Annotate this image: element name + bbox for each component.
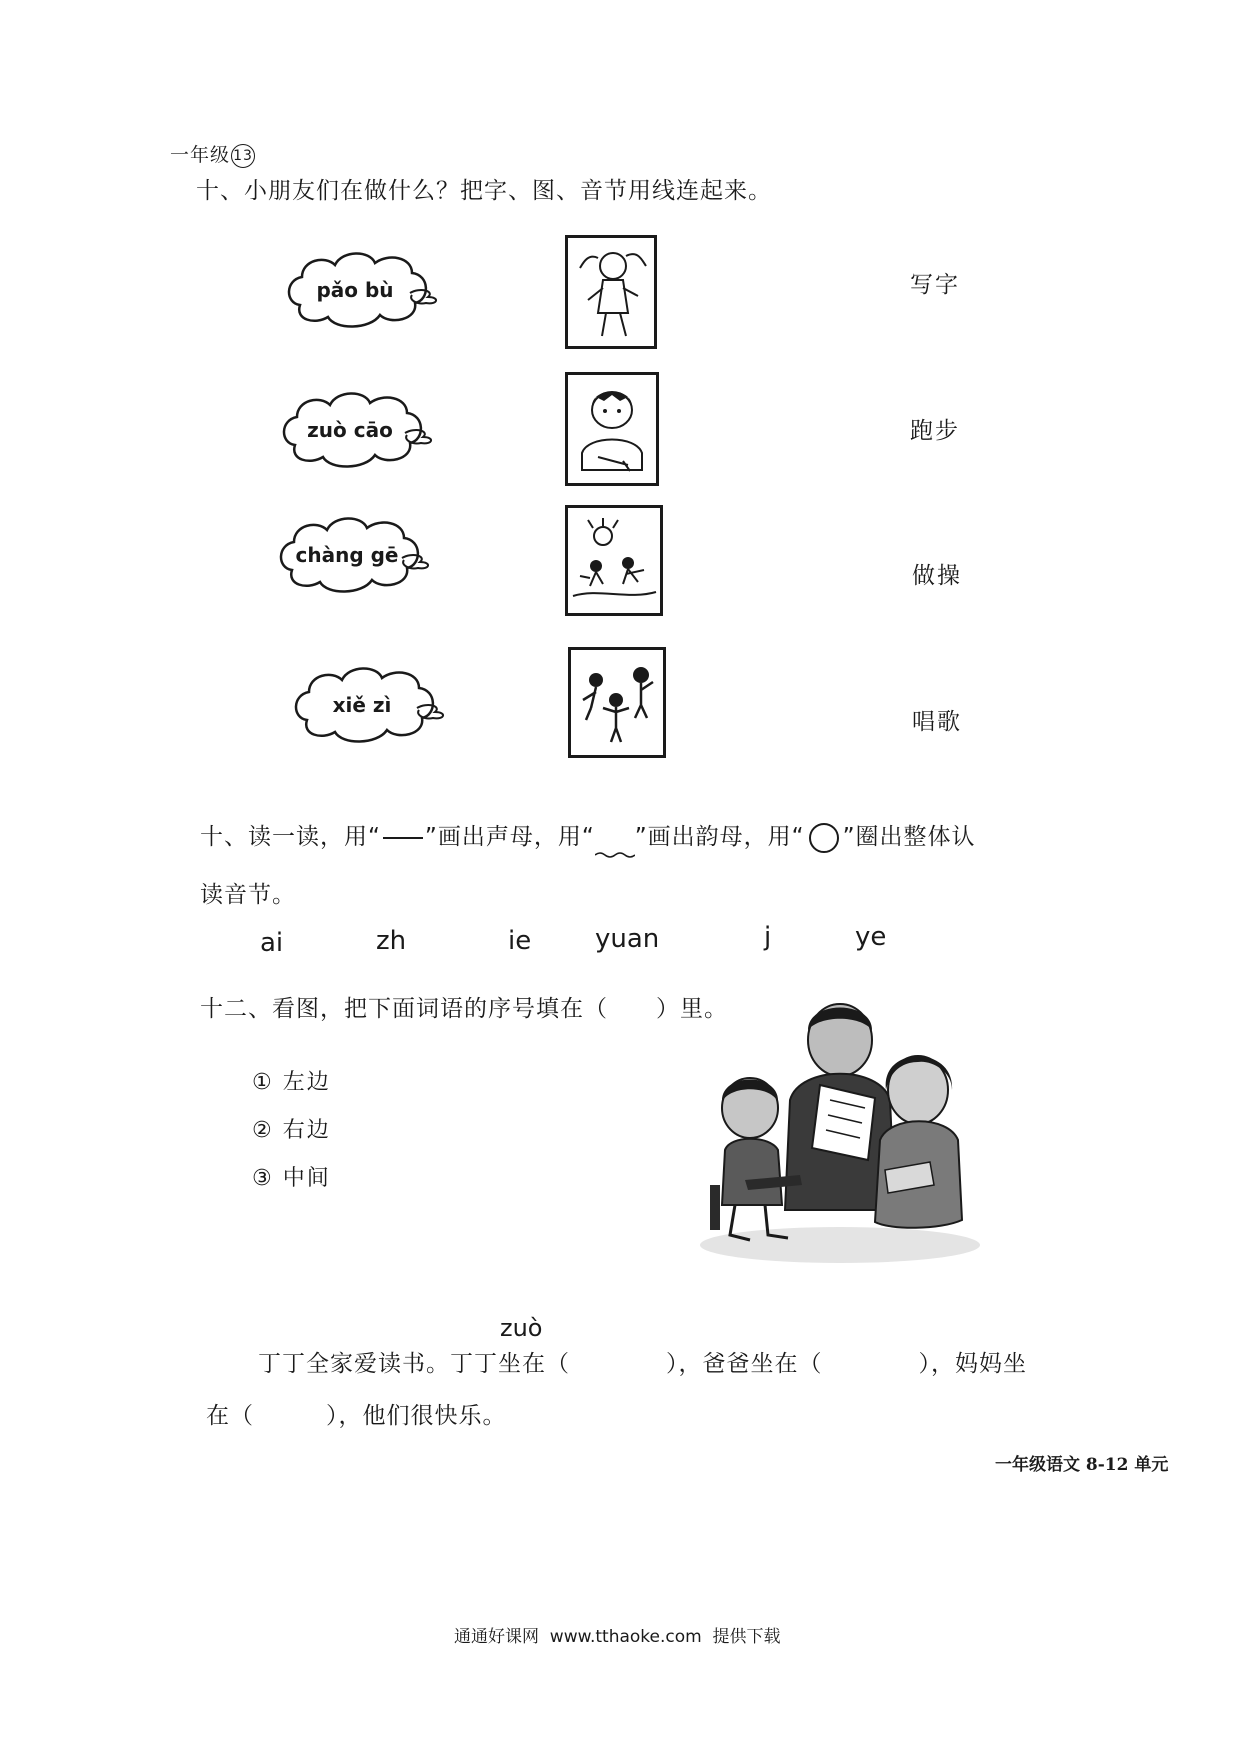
girl-running-picture	[565, 235, 657, 349]
page-header	[170, 140, 255, 168]
grade-tag: 一年级	[170, 144, 231, 166]
word-xie-zi: 写字	[910, 272, 960, 298]
syllable-item: ye	[855, 922, 887, 952]
children-exercising-picture	[565, 505, 663, 616]
download-credit: 通通好课网 www.tthaoke.com 提供下载	[454, 1627, 781, 1647]
wavy-underline-symbol	[595, 839, 635, 853]
option-left-side: ① 左边	[252, 1070, 331, 1095]
option-right-side: ② 右边	[252, 1118, 331, 1143]
question-10-phonetics-title: 十、读一读，用“ ”画出声母，用“ ”画出韵母，用“ ”圈出整体认	[200, 818, 976, 853]
word-pao-bu: 跑步	[910, 418, 960, 444]
option-middle: ③ 中间	[252, 1166, 331, 1191]
pinyin-cloud-zuo-cao	[275, 385, 450, 475]
question-12-title: 十二、看图，把下面词语的序号填在（ ）里。	[200, 996, 728, 1022]
children-singing-picture	[568, 647, 666, 758]
cloud-label: chàng gē	[295, 543, 399, 567]
syllable-item: zh	[376, 926, 407, 956]
pinyin-cloud-chang-ge	[272, 510, 447, 600]
cloud-label: pǎo bù	[316, 278, 394, 302]
page-number-badge: 13	[231, 144, 255, 168]
syllable-item: ie	[508, 926, 532, 956]
cloud-label: zuò cāo	[307, 418, 393, 442]
syllable-item: ai	[260, 928, 284, 958]
word-zuo-cao: 做操	[912, 563, 962, 589]
unit-label: 一年级语文 8-12 单元	[995, 1455, 1169, 1475]
cloud-label: xiě zì	[332, 693, 392, 717]
sentence-line-2: 在（ ），他们很快乐。	[206, 1403, 507, 1429]
question-10-matching-title: 十、小朋友们在做什么？把字、图、音节用线连起来。	[196, 178, 772, 204]
word-chang-ge: 唱歌	[912, 709, 962, 735]
pinyin-cloud-xie-zi	[287, 660, 462, 750]
circle-symbol	[809, 823, 839, 853]
question-10-phonetics-title-line2: 读音节。	[200, 882, 296, 908]
pinyin-hint-zuo: zuò	[500, 1314, 543, 1342]
syllable-item: j	[764, 922, 772, 952]
boy-writing-picture	[565, 372, 659, 486]
sentence-line-1: 丁丁全家爱读书。丁丁坐在（ ），爸爸坐在（ ），妈妈坐	[258, 1351, 1027, 1377]
family-reading-illustration	[690, 990, 990, 1270]
pinyin-cloud-pao-bu	[280, 245, 455, 335]
straight-underline-symbol	[383, 837, 423, 839]
syllable-item: yuan	[595, 924, 660, 954]
